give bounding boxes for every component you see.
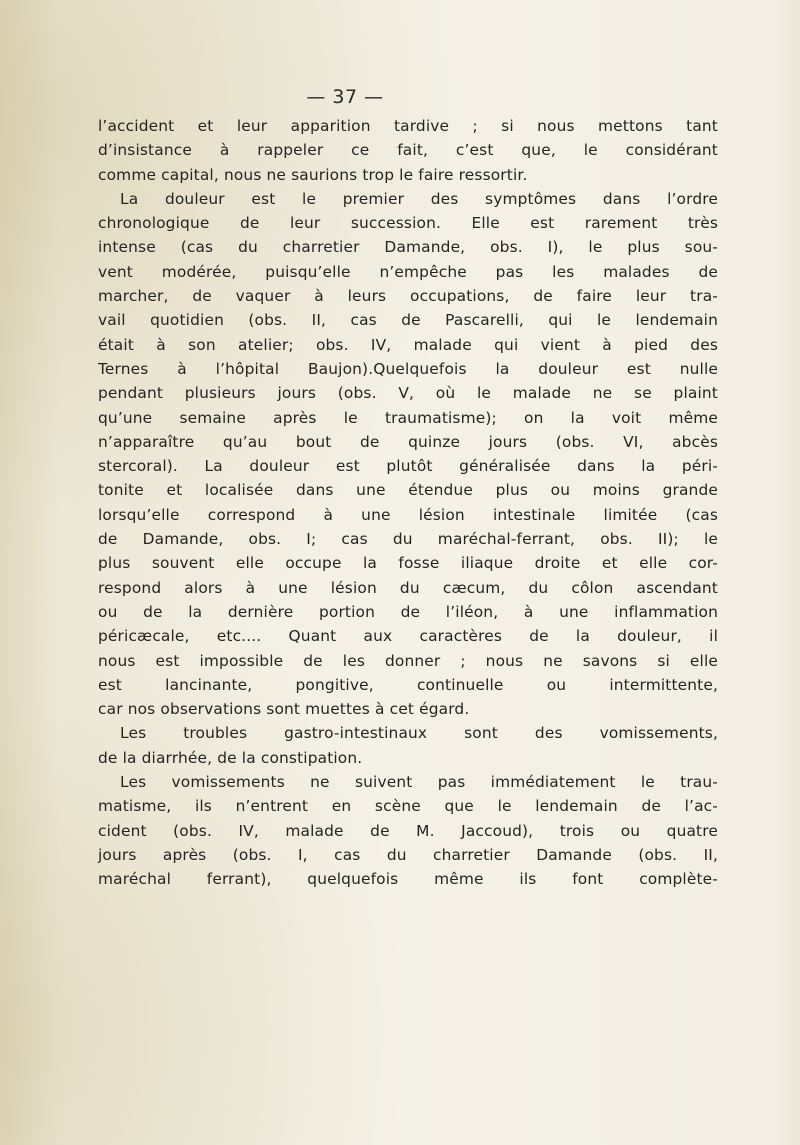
text-line: était à son atelier; obs. IV, malade qui vient à pied des xyxy=(98,335,718,354)
text-line: de Damande, obs. I; cas du maréchal-ferrant, obs. II); le xyxy=(98,530,718,549)
text-line: Les troubles gastro-intestinaux sont des vomissements, xyxy=(120,724,718,743)
text-line: matisme, ils n’entrent en scène que le lendemain de l’ac- xyxy=(98,797,718,816)
text-line: jours après (obs. I, cas du charretier Damande (obs. II, xyxy=(98,845,718,864)
text-line: Ternes à l’hôpital Baujon).Quelquefois la douleur est nulle xyxy=(98,359,718,378)
text-line: cident (obs. IV, malade de M. Jaccoud), trois ou quatre xyxy=(98,821,718,840)
text-line: marcher, de vaquer à leurs occupations, de faire leur tra- xyxy=(98,287,718,306)
text-line: plus souvent elle occupe la fosse iliaque droite et elle cor- xyxy=(98,554,718,573)
text-line: vent modérée, puisqu’elle n’empêche pas les malades de xyxy=(98,262,718,281)
text-line: l’accident et leur apparition tardive ; si nous mettons tant xyxy=(98,117,718,135)
text-line: qu’une semaine après le traumatisme); on la voit même xyxy=(98,408,718,427)
text-line: La douleur est le premier des symptômes dans l’ordre xyxy=(120,189,718,208)
text-line: est lancinante, pongitive, continuelle ou intermittente, xyxy=(98,675,718,694)
text-line: Les vomissements ne suivent pas immédiatement le trau- xyxy=(120,773,718,792)
text-line: lorsqu’elle correspond à une lésion intestinale limitée (cas xyxy=(98,505,718,524)
text-line: ou de la dernière portion de l’iléon, à une inflammation xyxy=(98,602,718,621)
text-line: intense (cas du charretier Damande, obs. I), le plus sou- xyxy=(98,238,718,257)
text-line: maréchal ferrant), quelquefois même ils font complète- xyxy=(98,870,718,889)
text-line: pendant plusieurs jours (obs. V, où le malade ne se plaint xyxy=(98,384,718,403)
text-line: péricæcale, etc.... Quant aux caractères de la douleur, il xyxy=(98,627,718,646)
text-line: comme capital, nous ne saurions trop le faire ressortir. xyxy=(98,165,528,184)
text-line: n’apparaître qu’au bout de quinze jours (obs. VI, abcès xyxy=(98,432,718,451)
text-line: vail quotidien (obs. II, cas de Pascarelli, qui le lendemain xyxy=(98,311,718,330)
text-line: tonite et localisée dans une étendue plus ou moins grande xyxy=(98,481,718,500)
page-number: — 37 — xyxy=(306,86,384,108)
text-line: respond alors à une lésion du cæcum, du côlon ascendant xyxy=(98,578,718,597)
text-line: de la diarrhée, de la constipation. xyxy=(98,748,363,767)
text-line: chronologique de leur succession. Elle est rarement très xyxy=(98,214,718,233)
text-line: car nos observations sont muettes à cet égard. xyxy=(98,700,470,719)
text-line: d’insistance à rappeler ce fait, c’est que, le considérant xyxy=(98,141,718,160)
text-line: stercoral). La douleur est plutôt généralisée dans la péri- xyxy=(98,457,718,476)
text-line: nous est impossible de les donner ; nous ne savons si elle xyxy=(98,651,718,670)
body-text xyxy=(98,114,718,892)
